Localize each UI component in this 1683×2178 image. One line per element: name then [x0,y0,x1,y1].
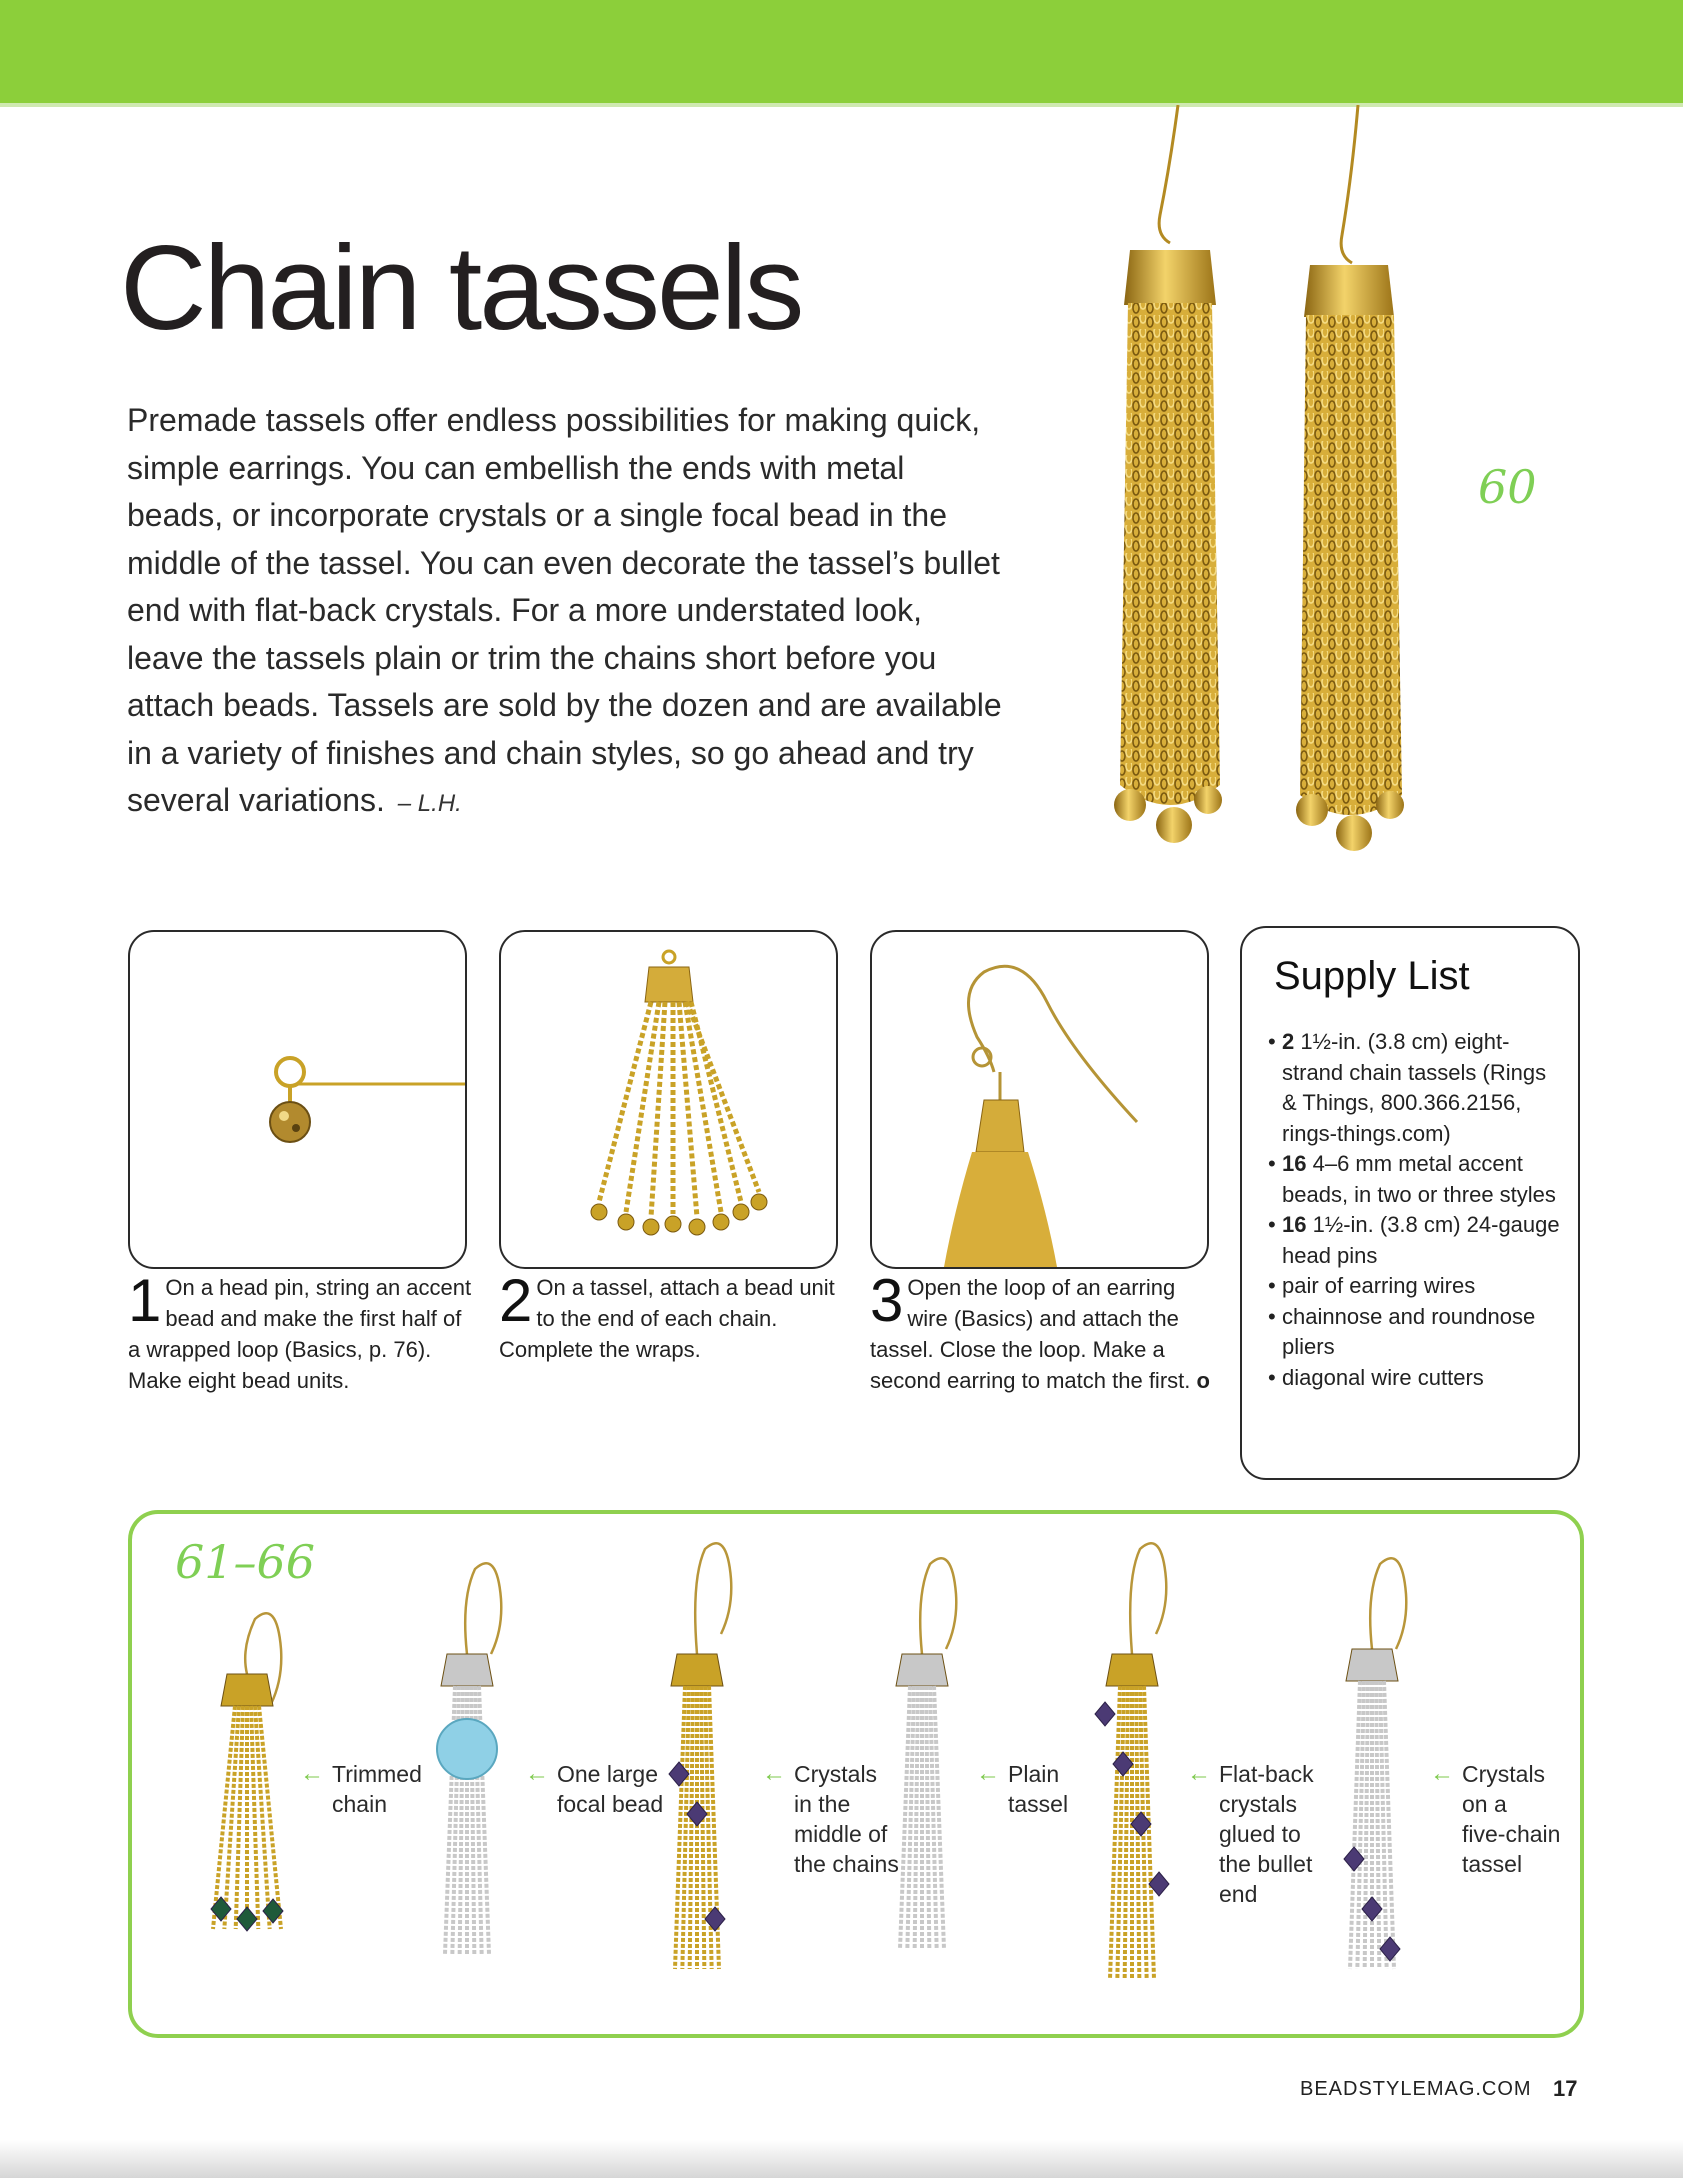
earring-hook [920,1558,956,1654]
head-pin-with-bead-icon [130,932,465,1267]
supply-item [1268,1210,1566,1271]
supply-list-box [1240,926,1580,1480]
step-1-text [128,1267,473,1396]
variation-label-4: ← Plain tassel [976,1760,1069,1817]
variation-label-6: ← Crystals on a five-chain tassel [1430,1760,1561,1877]
tassel-chain [1384,1681,1394,1969]
crystal-bead [705,1907,725,1931]
crystal-bead [687,1802,707,1826]
step-3-instruction: Open the loop of an earring wire (Basics) and attach the tassel. Close the loop. Make a second earring to match the first. [870,1275,1191,1393]
tassel-cap [1346,1649,1398,1681]
hero-handwritten-number: 60 [1478,460,1537,514]
page-title: Chain tassels [120,221,802,355]
supply-item-text: pair of earring wires [1282,1273,1476,1298]
crystal-bead [263,1899,283,1923]
step-1-number: 1 [128,1267,162,1334]
arrow-left-icon: ← [762,1760,786,1787]
tassel-chain [690,1686,693,1969]
supply-item-text: 1½-in. (3.8 cm) 24-gauge head pins [1282,1212,1560,1268]
earring-hook [1130,1543,1166,1654]
supply-item [1268,1027,1566,1149]
step-3-number: 3 [870,1267,904,1334]
hero-left-earring [1114,105,1222,843]
tassel-cap [671,1654,723,1686]
tassel-cap [221,1674,273,1706]
tassel-chain [915,1686,918,1949]
tassel-chain [701,1686,704,1969]
hero-earrings-photo [1090,105,1410,885]
arrow-left-icon: ← [1430,1760,1454,1787]
step-1-illustration [128,930,467,1269]
tassel-chain [1376,1681,1379,1969]
variations-handwritten-numbers: 61–66 [175,1535,316,1589]
arrow-left-icon: ← [525,1760,549,1787]
supply-item-text: 1½-in. (3.8 cm) eight-strand chain tassels (Rings & Things, 800.366.2156, rings-things.com) [1282,1029,1547,1146]
tassel-cap [896,1654,948,1686]
arrow-left-icon: ← [976,1760,1000,1787]
variation-label-3: ← Crystals in the middle of the chains [762,1760,899,1877]
supply-item-qty: 2 [1282,1029,1295,1054]
supply-list-title: Supply List [1274,954,1470,998]
crystal-bead [1380,1937,1400,1961]
step-3-illustration [870,930,1209,1269]
step-2-instruction: On a tassel, attach a bead unit to the end of each chain. Complete the wraps. [499,1275,835,1362]
tassel-chain [1125,1686,1128,1979]
step-2-illustration [499,930,838,1269]
variation-label-2: ← One large focal bead [525,1760,664,1817]
earring-hook [695,1543,731,1654]
supply-item-qty: 16 [1282,1212,1307,1237]
header-bar-edge [0,103,1683,107]
supply-item [1268,1271,1566,1302]
intro-text: Premade tassels offer endless possibilities for making quick, simple earrings. You can embellish the ends with metal beads, or incorporate crystals or a single focal bead in the middle of the tassel. You can even decorate the tassel’s bullet end with flat-back crystals. For a more understated look, leave the tassels plain or trim the chains short before you attach beads. Tassels are sold by the dozen and are available in a variety of finishes and chain styles, so go ahead and try several variations. [127,402,1002,818]
earring-wire-with-tassel-icon [872,932,1207,1267]
footer-site: BEADSTYLEMAG.COM [1300,2078,1532,2100]
variation-label-1: ← Trimmed chain [300,1760,422,1817]
arrow-left-icon: ← [300,1760,324,1787]
focal-bead [437,1719,497,1779]
supply-item [1268,1302,1566,1363]
supply-item-text: diagonal wire cutters [1282,1364,1484,1390]
earring-hook [1370,1558,1406,1649]
step-3-text [870,1267,1215,1396]
tassel-chain [1350,1681,1360,1969]
earring-hook [465,1563,501,1654]
step-1-instruction: On a head pin, string an accent bead and make the first half of a wrapped loop (Basics, p. 76). Make eight bead units. [128,1275,472,1393]
supply-item-qty: 16 [1282,1151,1307,1176]
variations-panel [128,1510,1584,2038]
supply-item-text: 4–6 mm metal accent beads, in two or three styles [1282,1151,1556,1207]
tassel-with-beads-icon [501,932,836,1267]
header-color-bar [0,0,1683,103]
arrow-left-icon: ← [1187,1760,1211,1787]
tassel-cap [1106,1654,1158,1686]
crystal-bead [1095,1702,1115,1726]
tassel-chain [926,1686,929,1949]
page-number: 17 [1553,2076,1578,2101]
step-2-number: 2 [499,1267,533,1334]
intro-paragraph [127,397,1007,828]
author-initials: – L.H. [397,790,462,817]
supply-item [1268,1363,1566,1394]
end-mark: o [1196,1368,1210,1393]
variation-label-5: ← Flat-back crystals glued to the bullet end [1187,1760,1314,1907]
supply-list [1242,1027,1578,1393]
supply-item-text: chainnose and roundnose pliers [1282,1303,1536,1359]
crystal-bead [237,1907,257,1931]
supply-item [1268,1149,1566,1210]
tassel-cap [441,1654,493,1686]
step-2-text [499,1267,844,1365]
hero-right-earring [1296,105,1404,851]
tassel-chain [1365,1681,1368,1969]
page-bottom-shadow [0,2140,1683,2178]
